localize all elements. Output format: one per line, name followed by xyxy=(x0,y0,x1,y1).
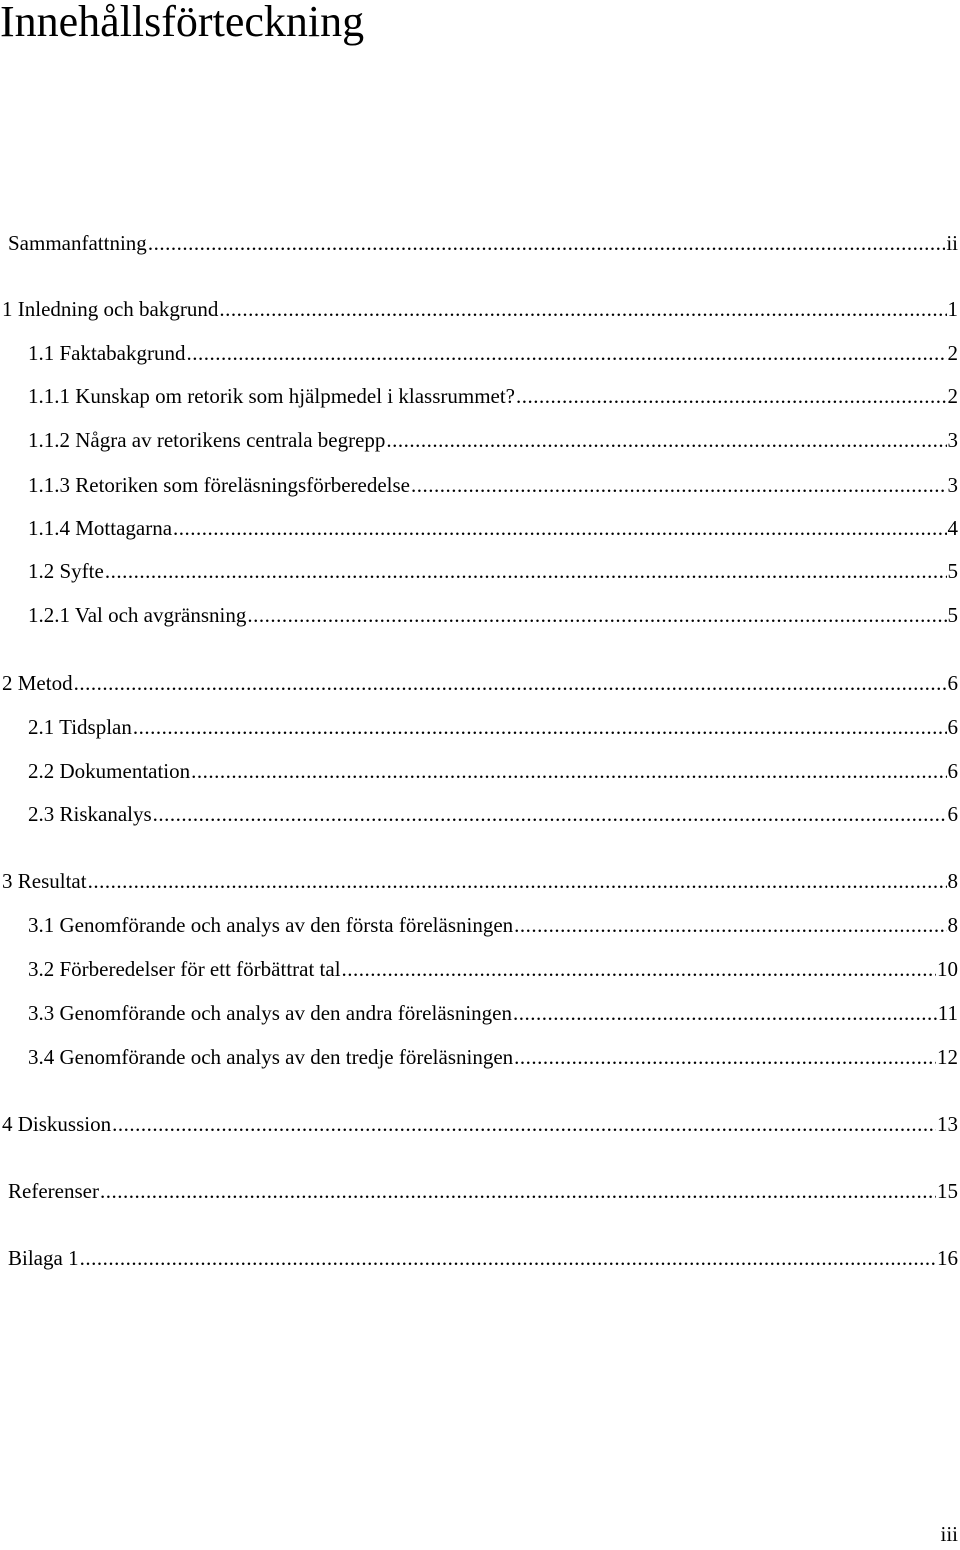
toc-leader-dots xyxy=(191,758,946,784)
toc-leader-dots xyxy=(514,1044,936,1070)
toc-entry-label: 3 Resultat xyxy=(2,869,87,893)
toc-entry-page: 1 xyxy=(947,297,958,321)
toc-entry-label: 1.2 Syfte xyxy=(28,559,104,583)
toc-entry-3-1[interactable] xyxy=(28,912,958,938)
toc-entry-3[interactable] xyxy=(2,868,958,894)
toc-entry-label: 2 Metod xyxy=(2,671,73,695)
toc-entry-label: 1.1 Faktabakgrund xyxy=(28,341,186,365)
toc-entry-3-2[interactable] xyxy=(28,956,958,982)
toc-entry-2-1[interactable] xyxy=(28,714,958,740)
toc-entry-label: 1.1.1 Kunskap om retorik som hjälpmedel i klassrummet? xyxy=(28,384,515,408)
toc-entry-2-2[interactable] xyxy=(28,758,958,784)
toc-leader-dots xyxy=(386,427,946,453)
toc-entry-1-2-1[interactable] xyxy=(28,602,958,628)
toc-entry-1-1-3[interactable] xyxy=(28,472,958,498)
toc-leader-dots xyxy=(153,801,947,827)
toc-entry-label: 1.1.2 Några av retorikens centrala begrepp xyxy=(28,428,386,452)
toc-entry-page: 6 xyxy=(947,671,958,695)
toc-leader-dots xyxy=(342,956,936,982)
toc-entry-page: 2 xyxy=(947,384,958,408)
toc-leader-dots xyxy=(112,1111,936,1137)
toc-entry-page: 13 xyxy=(937,1112,958,1136)
toc-entry-1-1-1[interactable] xyxy=(28,383,958,409)
toc-entry-page: 3 xyxy=(947,428,958,452)
toc-entry-1-1-4[interactable] xyxy=(28,515,958,541)
page-number: iii xyxy=(940,1522,958,1546)
toc-entry-bilaga-1[interactable] xyxy=(8,1245,958,1271)
toc-entry-label: 2.1 Tidsplan xyxy=(28,715,132,739)
toc-leader-dots xyxy=(186,340,946,366)
toc-entry-label: Referenser xyxy=(8,1179,99,1203)
toc-entry-label: Bilaga 1 xyxy=(8,1246,79,1270)
toc-entry-label: 1.2.1 Val och avgränsning xyxy=(28,603,247,627)
toc-entry-4[interactable] xyxy=(2,1111,958,1137)
toc-entry-page: 12 xyxy=(937,1045,958,1069)
toc-entry-referenser[interactable] xyxy=(8,1178,958,1204)
toc-entry-label: 3.4 Genomförande och analys av den tredje föreläsningen xyxy=(28,1045,514,1069)
toc-leader-dots xyxy=(513,1000,937,1026)
toc-entry-page: 15 xyxy=(937,1179,958,1203)
toc-entry-label: 3.3 Genomförande och analys av den andra föreläsningen xyxy=(28,1001,512,1025)
page-title: Innehållsförteckning xyxy=(0,0,365,46)
toc-entry-3-4[interactable] xyxy=(28,1044,958,1070)
toc-entry-label: 1.1.3 Retoriken som föreläsningsförberedelse xyxy=(28,473,410,497)
toc-entry-1[interactable] xyxy=(2,296,958,322)
toc-entry-label: 1 Inledning och bakgrund xyxy=(2,297,219,321)
toc-leader-dots xyxy=(247,602,946,628)
toc-entry-label: 3.1 Genomförande och analys av den första föreläsningen xyxy=(28,913,514,937)
toc-entry-1-2[interactable] xyxy=(28,558,958,584)
toc-entry-page: ii xyxy=(946,231,958,255)
toc-entry-page: 8 xyxy=(947,913,958,937)
toc-leader-dots xyxy=(148,230,946,256)
toc-entry-page: 11 xyxy=(937,1001,958,1025)
toc-entry-page: 5 xyxy=(947,559,958,583)
toc-leader-dots xyxy=(514,912,946,938)
toc-entry-page: 3 xyxy=(947,473,958,497)
toc-entry-2-3[interactable] xyxy=(28,801,958,827)
toc-leader-dots xyxy=(105,558,947,584)
toc-entry-page: 6 xyxy=(947,715,958,739)
toc-entry-label: Sammanfattning xyxy=(8,231,147,255)
toc-entry-3-3[interactable] xyxy=(28,1000,958,1026)
toc-entry-label: 2.3 Riskanalys xyxy=(28,802,152,826)
toc-entry-label: 4 Diskussion xyxy=(2,1112,112,1136)
toc-entry-page: 8 xyxy=(947,869,958,893)
toc-entry-page: 10 xyxy=(937,957,958,981)
toc-entry-label: 1.1.4 Mottagarna xyxy=(28,516,173,540)
toc-leader-dots xyxy=(516,383,947,409)
toc-leader-dots xyxy=(88,868,947,894)
toc-entry-page: 6 xyxy=(947,802,958,826)
toc-entry-sammanfattning[interactable] xyxy=(8,230,958,256)
toc-entry-page: 6 xyxy=(947,759,958,783)
toc-entry-2[interactable] xyxy=(2,670,958,696)
toc-leader-dots xyxy=(219,296,946,322)
toc-entry-1-1[interactable] xyxy=(28,340,958,366)
toc-leader-dots xyxy=(100,1178,936,1204)
toc-leader-dots xyxy=(411,472,947,498)
toc-entry-page: 2 xyxy=(947,341,958,365)
toc-leader-dots xyxy=(80,1245,936,1271)
toc-entry-page: 16 xyxy=(937,1246,958,1270)
toc-entry-page: 5 xyxy=(947,603,958,627)
toc-entry-1-1-2[interactable] xyxy=(28,427,958,453)
toc-entry-label: 3.2 Förberedelser för ett förbättrat tal xyxy=(28,957,341,981)
toc-entry-page: 4 xyxy=(947,516,958,540)
toc-leader-dots xyxy=(173,515,946,541)
toc-leader-dots xyxy=(74,670,947,696)
toc-leader-dots xyxy=(133,714,947,740)
toc-entry-label: 2.2 Dokumentation xyxy=(28,759,191,783)
